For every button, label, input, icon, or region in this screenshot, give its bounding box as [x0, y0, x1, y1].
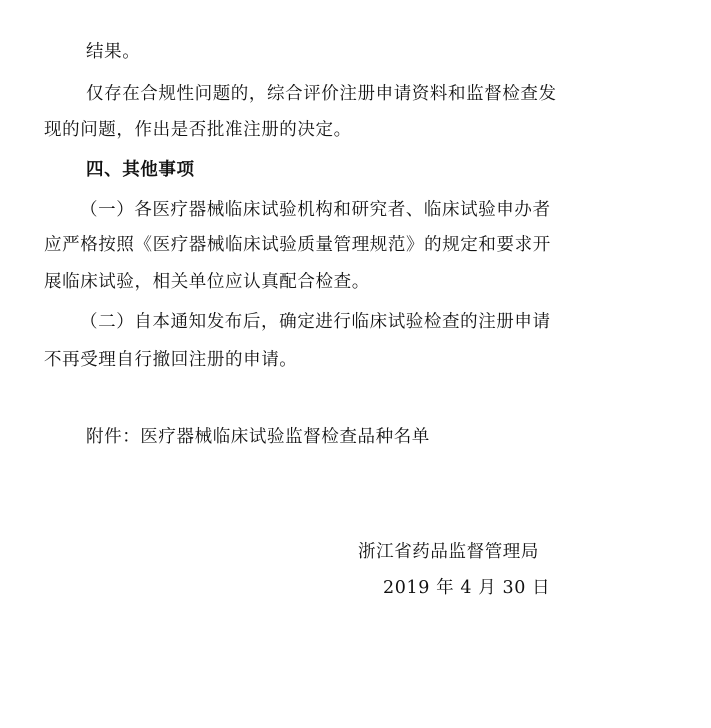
issue-date: 2019 年 4 月 30 日: [383, 578, 551, 598]
body-line-result: 结果。: [86, 42, 141, 62]
body-line-compliance-cont: 现的问题，作出是否批准注册的决定。: [44, 120, 352, 140]
item-one-line-3: 展临床试验，相关单位应认真配合检查。: [44, 272, 370, 292]
attachment-line: 附件：医疗器械临床试验监督检查品种名单: [86, 427, 430, 447]
section-heading-other-matters: 四、其他事项: [86, 160, 195, 180]
body-line-compliance: 仅存在合规性问题的，综合评价注册申请资料和监督检查发: [86, 84, 557, 104]
issuer-name: 浙江省药品监督管理局: [358, 542, 539, 562]
item-two-line-1: （二）自本通知发布后，确定进行临床试验检查的注册申请: [80, 312, 551, 332]
item-two-line-2: 不再受理自行撤回注册的申请。: [44, 350, 298, 370]
item-one-line-1: （一）各医疗器械临床试验机构和研究者、临床试验申办者: [80, 200, 551, 220]
item-one-line-2: 应严格按照《医疗器械临床试验质量管理规范》的规定和要求开: [44, 235, 551, 255]
